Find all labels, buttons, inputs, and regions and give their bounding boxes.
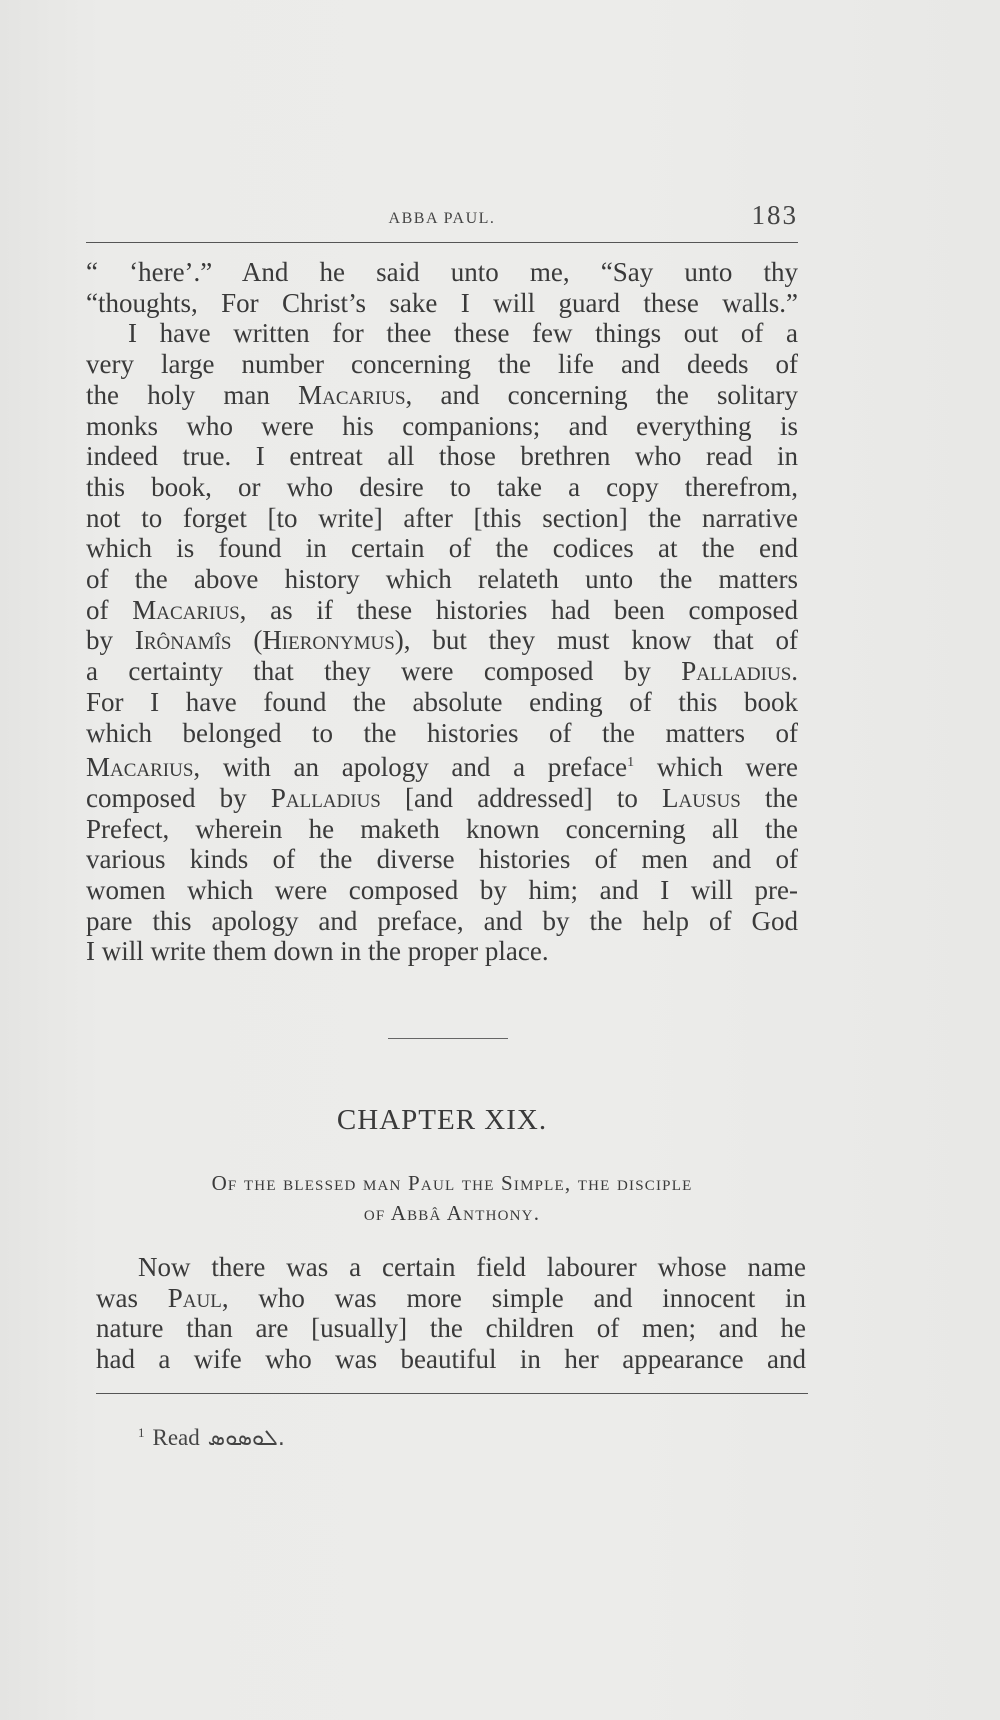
chapter-title-line: of Abbâ Anthony. [363, 1201, 541, 1225]
text-line: nature than are [usually] the children of men; and he [96, 1313, 806, 1343]
running-head-title: ABBA PAUL. [388, 210, 496, 227]
text-line: was Paul, who was more simple and innocent in [96, 1282, 806, 1313]
name-palladius: Palladius [681, 656, 792, 687]
text-line: pare this apology and preface, and by the help of God [86, 905, 798, 936]
text-line: of Macarius, as if these histories had been composed [86, 594, 798, 625]
text-line: which is found in certain of the codices at the end [86, 533, 798, 564]
name-ironamis: Irônamîs [134, 625, 232, 656]
text-line: Now there was a certain field labourer whose name [138, 1252, 806, 1282]
name-macarius: Macarius [298, 379, 406, 410]
chapter-title-line: Of the blessed man Paul the Simple, the disciple [211, 1171, 693, 1195]
text-line: the holy man Macarius, and concerning the solitary [86, 379, 799, 410]
text-line: this book, or who desire to take a copy therefrom, [86, 471, 798, 502]
text-line: I will write them down in the proper place. [86, 936, 549, 967]
text-line: very large number concerning the life and deeds of [86, 349, 798, 380]
text-line: Macarius, with an apology and a preface$^1$ which were [86, 752, 798, 783]
section-divider [388, 1038, 508, 1039]
chapter-title [96, 1168, 808, 1228]
text-line: of the above history which relateth unto the matters [86, 564, 798, 595]
name-macarius: Macarius [86, 752, 194, 783]
footnote-number: 1 [138, 1425, 145, 1440]
text-line: composed by Palladius [and addressed] to Lausus the [86, 782, 798, 813]
text-line: indeed true. I entreat all those brethren who read in [86, 441, 798, 472]
footnote-text: Read [152, 1425, 200, 1450]
text-line: various kinds of the diverse histories of men and of [86, 844, 798, 875]
name-hieronymus: Hieronymus [262, 625, 395, 656]
page-number: 183 [751, 200, 798, 230]
body-text [86, 257, 798, 967]
text-line: “ ‘here’.” And he said unto me, “Say unto thy [86, 257, 798, 287]
text-line: not to forget [to write] after [this section] the narrative [86, 502, 798, 533]
text-line: Prefect, wherein he maketh known concerning all the [86, 813, 798, 844]
text-line: “thoughts, For Christ’s sake I will guard these walls.” [86, 287, 798, 318]
text-line: by Irônamîs (Hieronymus), but they must know that of [86, 625, 799, 656]
chapter-heading: CHAPTER XIX. [336, 1104, 548, 1136]
text-line: monks who were his companions; and everything is [86, 410, 798, 441]
name-paul: Paul [167, 1282, 222, 1313]
footnote-rule [96, 1393, 808, 1394]
chapter-text [96, 1252, 806, 1374]
name-palladius: Palladius [270, 782, 381, 813]
name-lausus: Lausus [662, 782, 741, 813]
text-line: I have written for thee these few things out of a [128, 318, 798, 349]
text-line: women which were composed by him; and I will pre- [86, 875, 798, 906]
footnote-marker: 1 [627, 755, 635, 771]
name-macarius: Macarius [132, 594, 240, 625]
text-line: had a wife who was beautiful in her appearance and [96, 1343, 806, 1374]
header-rule [86, 242, 798, 243]
footnote [138, 1425, 285, 1451]
text-line: a certainty that they were composed by Palladius. [86, 656, 799, 687]
footnote-syriac-word: ܠܘܣܘܣ. [207, 1426, 285, 1451]
text-line: which belonged to the histories of the matters of [86, 717, 798, 748]
text-line: For I have found the absolute ending of this book [86, 686, 798, 717]
running-head [86, 198, 798, 234]
